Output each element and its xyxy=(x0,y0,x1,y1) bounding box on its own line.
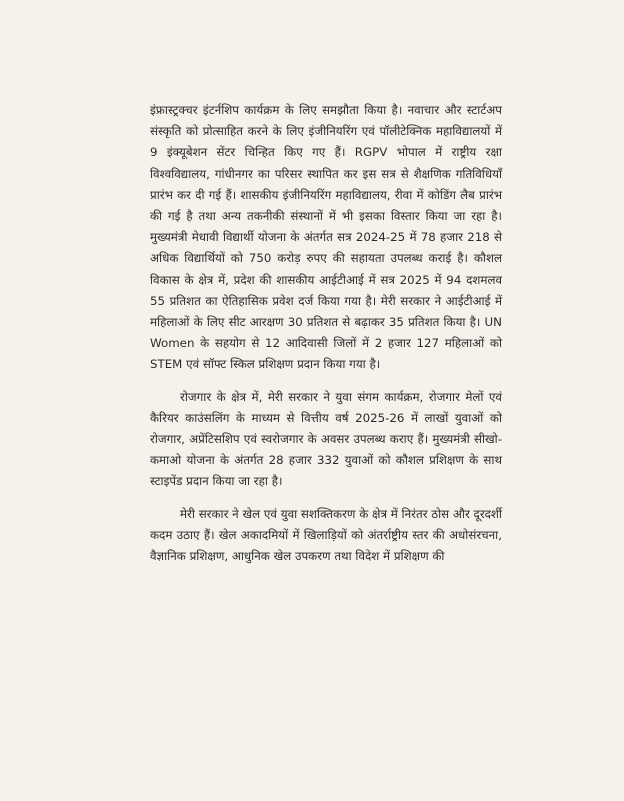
paragraph-2: रोजगार के क्षेत्र में, मेरी सरकार ने युवा संगम कार्यक्रम, रोजगार मेलों एवं कैरियर काउंसलिंग के माध्यम से वित्तीय वर्ष 2025-26 में लाखों युवाओं को रोजगार, अप्रेंटिसशिप एवं स्वरोजगार के अवसर उपलब्ध कराए हैं। मुख्यमंत्री सीखो-कमाओ योजना के अंतर्गत 28 हजार 332 युवाओं को कौशल प्रशिक्षण के साथ स्टाइपेंड प्रदान किया जा रहा है। xyxy=(150,389,502,489)
body-text xyxy=(150,100,502,578)
paragraph-1: इंफ्रास्ट्रक्चर इंटर्नशिप कार्यक्रम के लिए समझौता किया है। नवाचार और स्टार्टअप संस्कृति को प्रोत्साहित करने के लिए इंजीनियरिंग एवं पॉलीटेक्निक महाविद्यालयों में 9 इंक्यूबेशन सेंटर चिन्हित किए गए हैं। RGPV भोपाल में राष्ट्रीय रक्षा विश्वविद्यालय, गांधीनगर का परिसर स्थापित कर इस सत्र से शैक्षणिक गतिविधियाँ प्रारंभ कर दी गई हैं। शासकीय इंजीनियरिंग महाविद्यालय, रीवा में कोडिंग लैब प्रारंभ की गई है तथा अन्य तकनीकी संस्थानों में भी इसका विस्तार किया जा रहा है। मुख्यमंत्री मेधावी विद्यार्थी योजना के अंतर्गत सत्र 2024-25 में 78 हजार 218 से अधिक विद्यार्थियों को 750 करोड़ रुपए की सहायता उपलब्ध कराई है। कौशल विकास के क्षेत्र में, प्रदेश की शासकीय आईटीआई में सत्र 2025 में 94 दशमलव 55 प्रतिशत का ऐतिहासिक प्रवेश दर्ज किया गया है। मेरी सरकार ने आईटीआई में महिलाओं के लिए सीट आरक्षण 30 प्रतिशत से बढ़ाकर 35 प्रतिशत किया है। UN Women के सहयोग से 12 आदिवासी जिलों में 2 हजार 127 महिलाओं को STEM एवं सॉफ्ट स्किल प्रशिक्षण प्रदान किया गया है। xyxy=(150,103,502,372)
paragraph-3: मेरी सरकार ने खेल एवं युवा सशक्तिकरण के क्षेत्र में निरंतर ठोस और दूरदर्शी कदम उठाए हैं। खेल अकादमियों में खिलाड़ियों को अंतर्राष्ट्रीय स्तर की अधोसंरचना, वैज्ञानिक प्रशिक्षण, आधुनिक खेल उपकरण तथा विदेश में प्रशिक्षण की xyxy=(150,506,502,564)
